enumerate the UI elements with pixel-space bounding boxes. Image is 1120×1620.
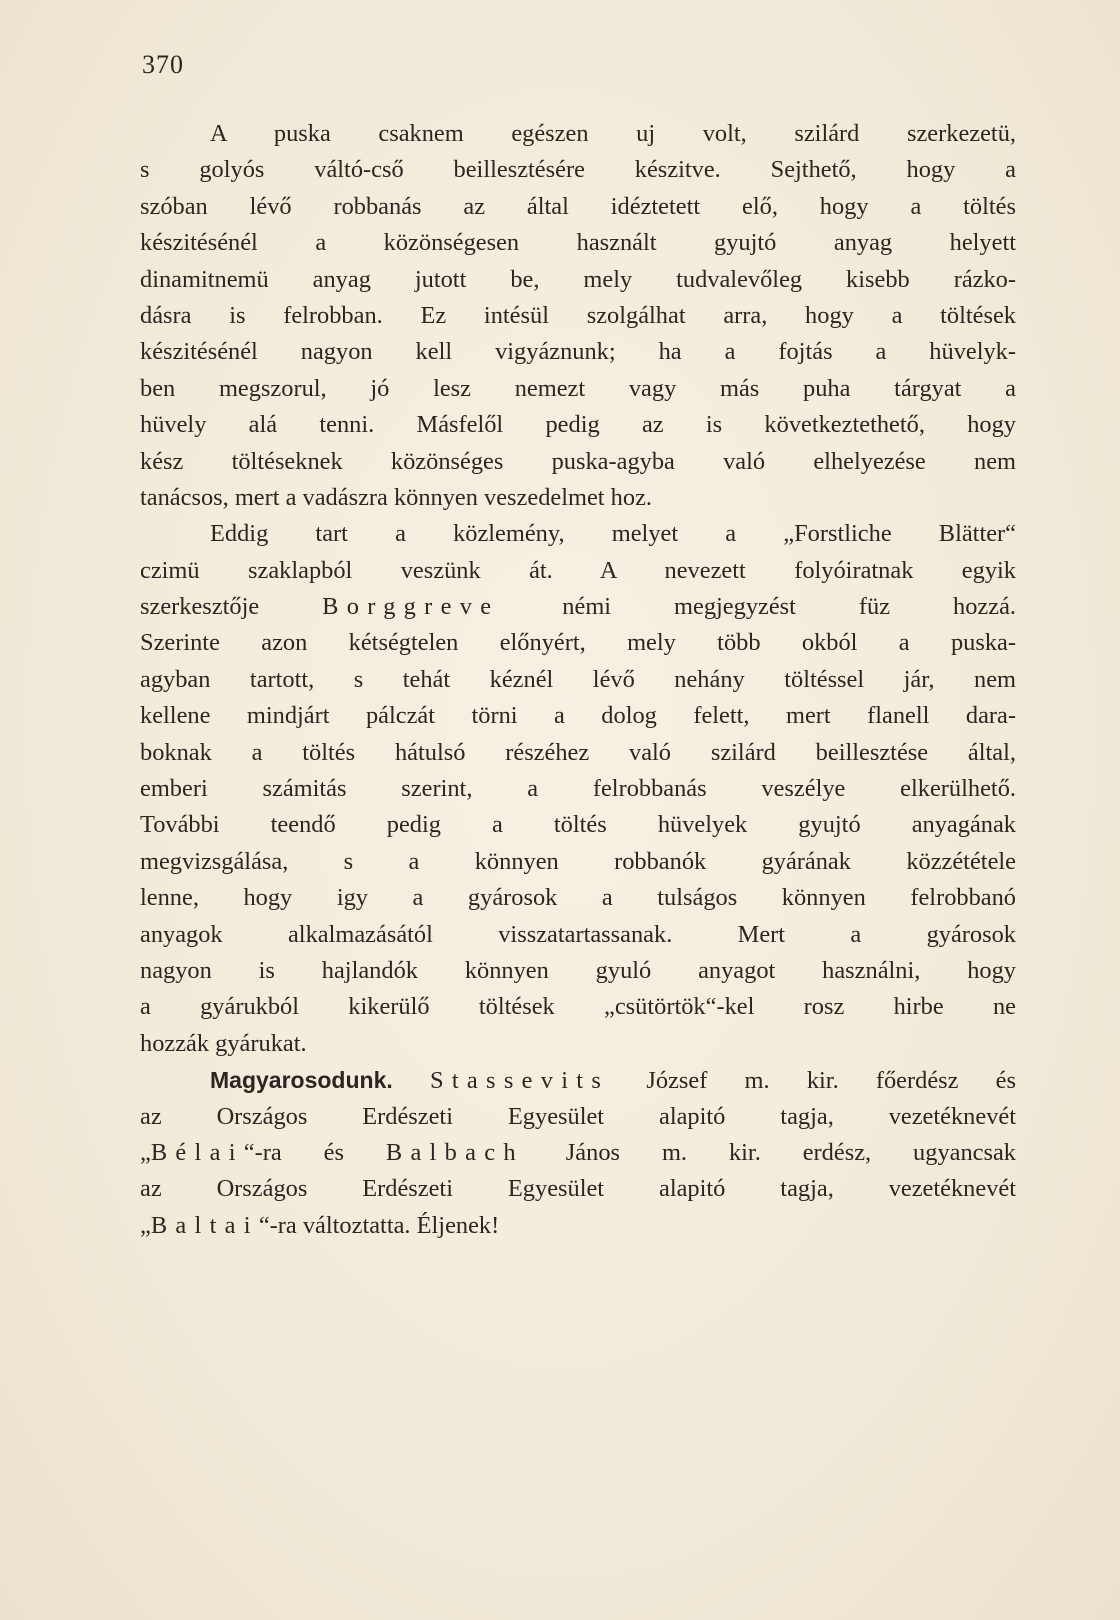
text-run: “-ra és	[243, 1138, 386, 1166]
text-run: megvizsgálása, s a könnyen robbanók gyárának közzététele	[140, 847, 1016, 875]
text-run: „	[140, 1211, 151, 1239]
text-line	[140, 880, 1016, 916]
paragraph	[140, 1062, 1016, 1244]
text-run: kellene mindjárt pálczát törni a dolog felett, mert flanell dara-	[140, 702, 1016, 730]
spaced-name: Borggreve	[322, 593, 500, 621]
text-line	[140, 1026, 1016, 1062]
text-line	[140, 480, 1016, 516]
section-heading: Magyarosodunk.	[210, 1067, 393, 1094]
text-run: készitésénél nagyon kell vigyáznunk; ha a fojtás a hüvelyk-	[140, 338, 1016, 366]
text-line	[140, 662, 1016, 698]
paragraph	[140, 116, 1016, 516]
page-number: 370	[142, 50, 184, 79]
paragraph	[140, 516, 1016, 1062]
text-line	[140, 735, 1016, 771]
text-line	[140, 844, 1016, 880]
text-run: emberi számitás szerint, a felrobbanás veszélye elkerülhető.	[140, 775, 1016, 803]
text-line	[140, 516, 1016, 552]
text-run: Eddig tart a közlemény, melyet a „Forstliche Blätter“	[210, 520, 1016, 548]
text-run: némi megjegyzést füz hozzá.	[499, 593, 1016, 621]
text-run: készitésénél a közönségesen használt gyujtó anyag helyett	[140, 229, 1016, 257]
text-line	[140, 953, 1016, 989]
text-line	[140, 152, 1016, 188]
text-line	[140, 334, 1016, 370]
spaced-name: Bélai	[150, 1138, 244, 1166]
text-run: nagyon is hajlandók könnyen gyuló anyagot használni, hogy	[140, 956, 1016, 984]
text-run: A puska csaknem egészen uj volt, szilárd szerkezetü,	[210, 120, 1016, 147]
body-text	[140, 116, 1016, 1244]
text-line	[140, 371, 1016, 407]
text-line	[140, 698, 1016, 734]
text-run: lenne, hogy igy a gyárosok a tulságos könnyen felrobbanó	[140, 884, 1016, 912]
text-run: József m. kir. főerdész és	[609, 1067, 1016, 1095]
text-run: hüvely alá tenni. Másfelől pedig az is következtethető, hogy	[140, 411, 1016, 439]
spaced-name: Baltai	[150, 1211, 259, 1239]
text-run: dinamitnemü anyag jutott be, mely tudvalevőleg kisebb rázko-	[140, 265, 1016, 293]
text-line	[140, 189, 1016, 225]
text-run: tanácsos, mert a vadászra könnyen veszedelmet hoz.	[140, 483, 652, 511]
text-run: „	[140, 1138, 151, 1166]
text-run: hozzák gyárukat.	[140, 1029, 307, 1057]
text-run: További teendő pedig a töltés hüvelyek gyujtó anyagának	[140, 811, 1016, 839]
text-line	[140, 298, 1016, 334]
text-run: ben megszorul, jó lesz nemezt vagy más puha tárgyat a	[140, 374, 1016, 402]
text-run: az Országos Erdészeti Egyesület alapitó tagja, vezetéknevét	[140, 1175, 1016, 1203]
text-line	[140, 1099, 1016, 1135]
text-line	[140, 917, 1016, 953]
text-run: szóban lévő robbanás az által idéztetett elő, hogy a töltés	[140, 192, 1016, 220]
text-line	[140, 771, 1016, 807]
text-line	[140, 407, 1016, 443]
text-run: “-ra változtatta. Éljenek!	[258, 1211, 500, 1239]
text-line	[140, 1062, 1016, 1098]
text-run: Szerinte azon kétségtelen előnyért, mely több okból a puska-	[140, 629, 1016, 657]
text-run: kész töltéseknek közönséges puska-agyba való elhelyezése nem	[140, 447, 1016, 475]
spaced-name: Stassevits	[429, 1067, 610, 1095]
text-line	[140, 1208, 1016, 1244]
text-line	[140, 589, 1016, 625]
text-line	[140, 262, 1016, 298]
text-run: s golyós váltó-cső beillesztésére készitve. Sejthető, hogy a	[140, 156, 1016, 184]
text-line	[140, 807, 1016, 843]
text-run: szerkesztője	[140, 593, 323, 621]
text-run: János m. kir. erdész, ugyancsak	[523, 1138, 1016, 1166]
text-line	[140, 1135, 1016, 1171]
spaced-name: Balbach	[385, 1138, 524, 1166]
text-run: a gyárukból kikerülő töltések „csütörtök“-kel rosz hirbe ne	[140, 993, 1016, 1021]
text-line	[140, 225, 1016, 261]
text-line	[140, 444, 1016, 480]
text-run: az Országos Erdészeti Egyesület alapitó tagja, vezetéknevét	[140, 1102, 1016, 1130]
text-line	[140, 1171, 1016, 1207]
text-run: anyagok alkalmazásától visszatartassanak. Mert a gyárosok	[140, 920, 1016, 948]
text-line	[140, 989, 1016, 1025]
text-run: boknak a töltés hátulsó részéhez való szilárd beillesztése által,	[140, 738, 1016, 766]
text-run: dásra is felrobban. Ez intésül szolgálhat arra, hogy a töltések	[140, 301, 1016, 329]
text-line	[140, 116, 1016, 152]
text-run	[393, 1067, 430, 1094]
text-line	[140, 553, 1016, 589]
text-line	[140, 625, 1016, 661]
text-run: czimü szaklapból veszünk át. A nevezett folyóiratnak egyik	[140, 556, 1016, 584]
text-run: agyban tartott, s tehát kéznél lévő nehány töltéssel jár, nem	[140, 665, 1016, 693]
